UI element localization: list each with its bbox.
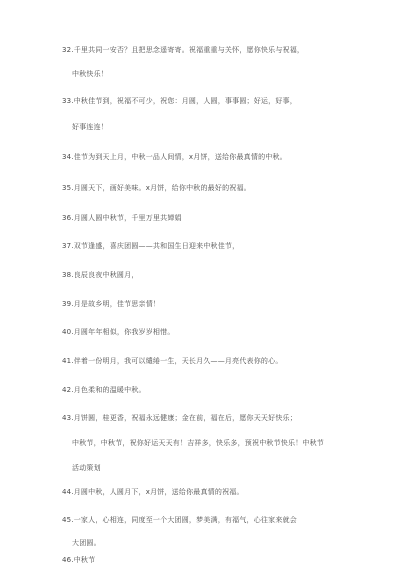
para-39: 39.月是故乡明，佳节思亲情！ — [62, 300, 161, 308]
para-40: 40.月圆年年相似，你我岁岁相惜。 — [62, 328, 175, 336]
para-43-line2: 中秋节，中秋节，祝你好运天天有！吉祥多，快乐多，预祝中秋节快乐！中秋节 — [72, 439, 324, 447]
para-32-line2: 中秋快乐！ — [72, 70, 108, 78]
para-45-line2: 大团圆。 — [72, 539, 101, 547]
para-35: 35.月圆天下，画好美味。x月饼，给你中秋的最好的祝福。 — [62, 184, 251, 192]
para-33-line1: 33.中秋佳节到，祝福不可少，祝您：月圆，人圆，事事圆；好运，好事， — [62, 97, 297, 105]
para-34: 34.佳节为到天上月，中秋一品人间情，x月饼，送给你最真情的中秋。 — [62, 153, 287, 161]
para-32-line1: 32.千里共同一安否？且把思念遥寄寄。祝福重重与关怀，愿你快乐与祝福， — [62, 46, 305, 54]
para-44: 44.月圆中秋，人圆月下，x月饼，送给你最真情的祝福。 — [62, 488, 244, 496]
para-37: 37.双节逢盛，喜庆团圆——共和国生日迎来中秋佳节， — [62, 242, 240, 250]
para-33-line2: 好事连连！ — [72, 123, 108, 131]
para-38: 38.良辰良夜中秋圆月， — [62, 271, 139, 279]
para-43-line3: 活动策划 — [72, 464, 101, 472]
para-41: 41.伴着一份明月，我可以缱绻一生，天长月久——月亮代表你的心。 — [62, 357, 283, 365]
para-42: 42.月色柔和的温暖中秋。 — [62, 386, 146, 394]
para-45-line1: 45.一家人，心相连，同度至一个大团圆，梦美满，有福气，心往家来就会 — [62, 516, 297, 524]
para-36: 36.月圆人圆中秋节，千里万里共婵娟 — [62, 214, 182, 222]
para-43-line1: 43.月饼圆，桂更香，祝福永远健康；金在前，福在后，愿你天天好快乐； — [62, 414, 297, 422]
para-46: 46.中秋节 — [62, 556, 96, 564]
